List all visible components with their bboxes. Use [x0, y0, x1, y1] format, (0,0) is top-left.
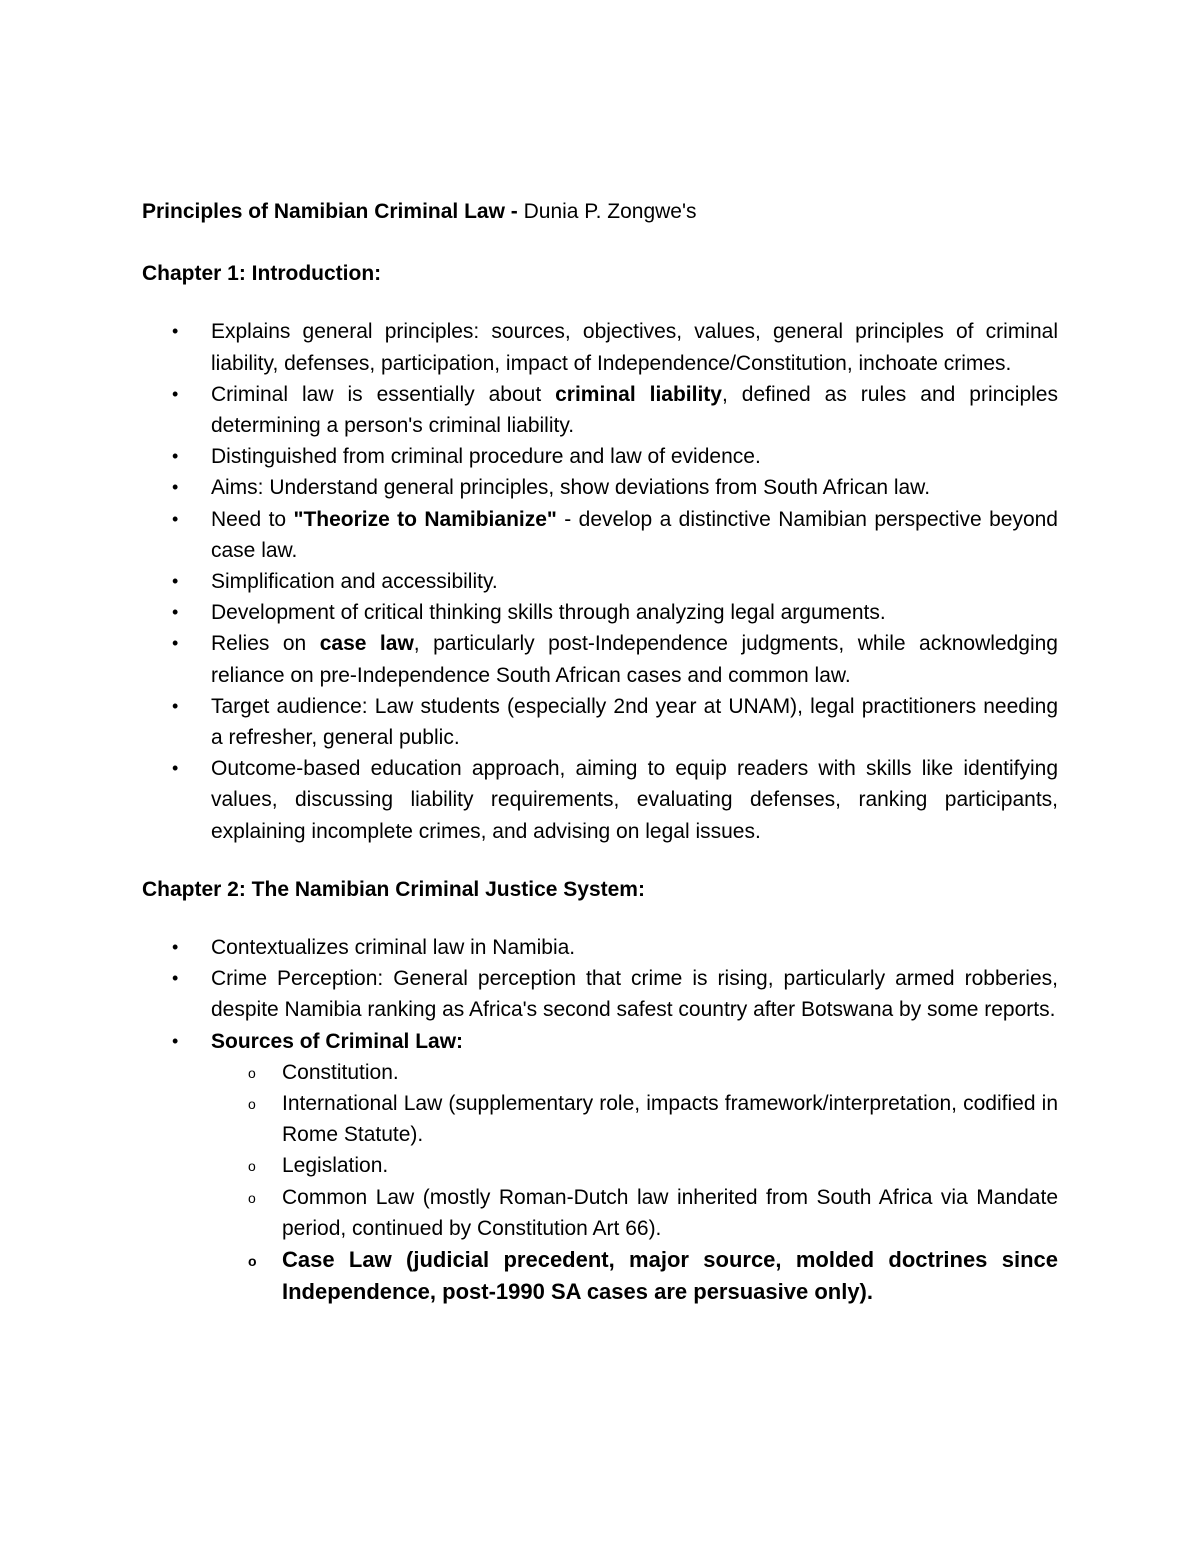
document-title [142, 196, 1058, 227]
list-item: • Aims: Understand general principles, show deviations from South African law. [211, 472, 1058, 503]
bullet-icon: • [172, 633, 179, 654]
sub-list-item: o International Law (supplementary role, impacts framework/interpretation, codified in Rome Statute). [282, 1088, 1058, 1150]
bold-term: criminal liability [555, 382, 722, 406]
sub-list-item-case-law: o Case Law (judicial precedent, major source, molded doctrines since Independence, post-1990 SA cases are persuasive only). [248, 1247, 1058, 1305]
list-item: • Crime Perception: General perception that crime is rising, particularly armed robberies, despite Namibia ranking as Africa's second safest country after Botswana by some reports. [211, 963, 1058, 1025]
circle-bullet-icon: o [248, 1158, 256, 1175]
list-item: • Criminal law is essentially about criminal liability, defined as rules and principles determining a person's criminal liability. [211, 379, 1058, 441]
chapter-1-list [142, 316, 1058, 846]
bold-term: "Theorize to Namibianize" [293, 507, 557, 531]
sources-heading: Sources of Criminal Law: [211, 1029, 464, 1053]
bullet-icon: • [172, 602, 179, 623]
circle-bullet-icon: o [248, 1189, 256, 1206]
chapter-2-list [142, 932, 1058, 1308]
list-item: • Target audience: Law students (especially 2nd year at UNAM), legal practitioners needing a refresher, general public. [211, 691, 1058, 753]
bullet-icon: • [172, 1030, 179, 1051]
bullet-icon: • [172, 508, 179, 529]
circle-bullet-icon: o [248, 1064, 256, 1081]
bullet-icon: • [172, 968, 179, 989]
list-item: • Simplification and accessibility. [211, 566, 1058, 597]
document-title-bold: Principles of Namibian Criminal Law - [142, 200, 524, 223]
circle-bullet-icon: o [248, 1253, 257, 1270]
sub-list-item: o Constitution. [282, 1057, 1058, 1088]
chapter-1-heading: Chapter 1: Introduction: [142, 262, 382, 286]
document-title-author: Dunia P. Zongwe's [523, 200, 697, 223]
bold-term: case law [319, 632, 414, 656]
bullet-icon: • [172, 446, 179, 467]
list-item: • Contextualizes criminal law in Namibia. [211, 932, 1058, 963]
document-page [142, 196, 1058, 1308]
circle-bullet-icon: o [248, 1096, 256, 1113]
bullet-icon: • [172, 383, 179, 404]
list-item: • Outcome-based education approach, aiming to equip readers with skills like identifying values, discussing liability requirements, evaluating defenses, ranking participants, explaining incomplete crimes, and advising on legal issues. [211, 753, 1058, 847]
chapter-2-heading: Chapter 2: The Namibian Criminal Justice System: [142, 877, 645, 901]
list-item: • Explains general principles: sources, objectives, values, general principles of criminal liability, defenses, participation, impact of Independence/Constitution, inchoate crimes. [211, 316, 1058, 378]
list-item: • Development of critical thinking skills through analyzing legal arguments. [211, 597, 1058, 628]
bullet-icon: • [172, 937, 179, 958]
bullet-icon: • [172, 571, 179, 592]
bullet-icon: • [172, 695, 179, 716]
list-item: • Relies on case law, particularly post-Independence judgments, while acknowledging reliance on pre-Independence South African cases and common law. [211, 628, 1058, 690]
list-item-sources [172, 1026, 1058, 1308]
sub-list-item: o Common Law (mostly Roman-Dutch law inherited from South Africa via Mandate period, continued by Constitution Art 66). [282, 1182, 1058, 1244]
sub-list-item: o Legislation. [282, 1150, 1058, 1181]
bullet-icon: • [172, 321, 179, 342]
sources-sublist [211, 1057, 1058, 1308]
list-item: • Distinguished from criminal procedure and law of evidence. [211, 441, 1058, 472]
bullet-icon: • [172, 477, 179, 498]
list-item: • Need to "Theorize to Namibianize" - develop a distinctive Namibian perspective beyond case law. [211, 504, 1058, 566]
bullet-icon: • [172, 758, 179, 779]
